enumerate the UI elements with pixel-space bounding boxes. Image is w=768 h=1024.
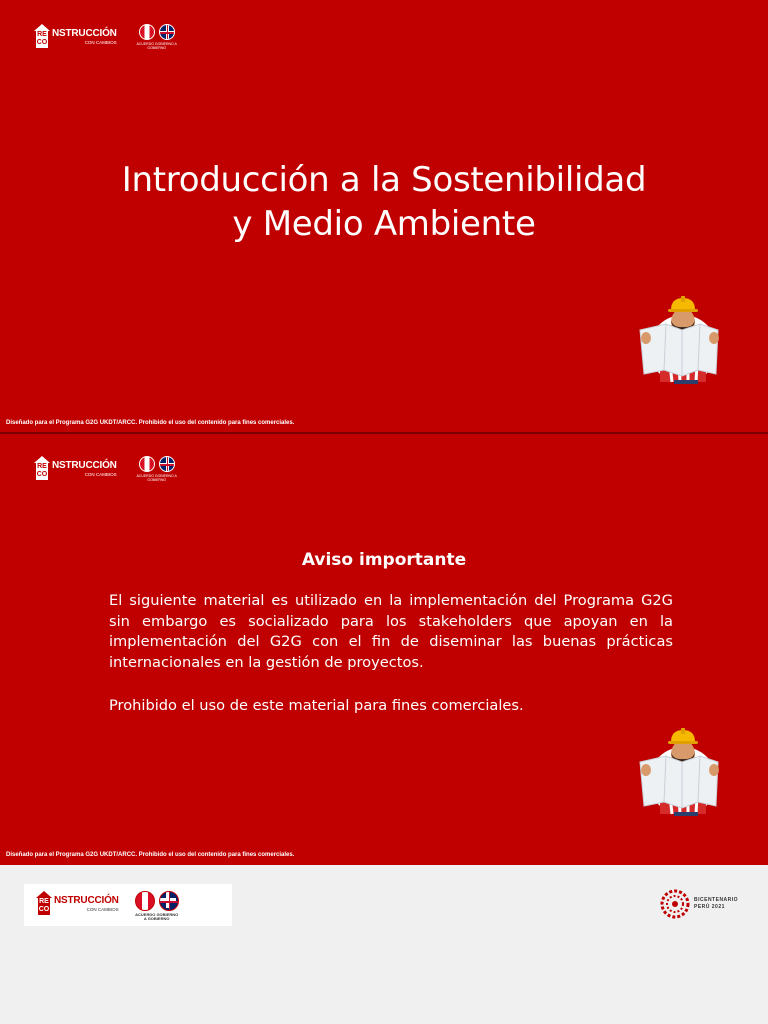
flags-caption: ACUERDO GOBIERNO A GOBIERNO xyxy=(136,42,177,50)
slide-title xyxy=(84,158,684,246)
bicentenario-logo xyxy=(660,889,738,919)
uk-flag-icon xyxy=(159,24,175,40)
g2g-flags xyxy=(133,891,181,921)
title-line-1: Introducción a la Sostenibilidad xyxy=(121,160,647,200)
notice-paragraph: El siguiente material es utilizado en la implementación del Programa G2G sin embargo es socializado para los stakeholders que apoyan en la implementación del G2G con el fin de diseminar las buenas prácticas internacionales en la gestión de proyectos. xyxy=(109,592,673,671)
closing-slide xyxy=(0,865,768,1024)
house-logo-icon: RE CO xyxy=(36,891,52,915)
uk-flag-icon xyxy=(159,891,179,911)
notice-heading: Aviso importante xyxy=(301,550,467,570)
footer-disclaimer: Diseñado para el Programa G2G UKDT/ARCC. Prohibido el uso del contenido para fines comerciales. xyxy=(6,420,295,426)
bicentenario-year: PERÚ 2021 xyxy=(694,904,725,910)
peru-flag-icon xyxy=(135,891,155,911)
reconstruccion-logo xyxy=(34,456,181,482)
construction-worker-illustration xyxy=(638,726,722,818)
reconstruccion-logo xyxy=(34,24,181,50)
bicentenario-seal-icon xyxy=(660,889,690,919)
logo-subtitle: CON CAMBIOS xyxy=(84,40,117,45)
notice-slide xyxy=(0,434,768,865)
footer-disclaimer: Diseñado para el Programa G2G UKDT/ARCC. Prohibido el uso del contenido para fines comerciales. xyxy=(6,852,295,858)
logo-subtitle: CON CAMBIOS xyxy=(86,907,119,912)
logo-wordmark: NSTRUCCIÓN xyxy=(54,895,119,906)
flags-caption: ACUERDO GOBIERNO A GOBIERNO xyxy=(136,474,177,482)
peru-flag-icon xyxy=(139,456,155,472)
g2g-flags xyxy=(133,24,181,50)
construction-worker-illustration xyxy=(638,294,722,386)
logo-wordmark: NSTRUCCIÓN xyxy=(52,460,117,471)
flags-caption: ACUERDO GOBIERNO A GOBIERNO xyxy=(135,912,179,921)
house-logo-icon: RE CO xyxy=(34,456,50,480)
house-logo-icon: RE CO xyxy=(34,24,50,48)
g2g-flags xyxy=(133,456,181,482)
bicentenario-title: BICENTENARIO xyxy=(694,897,739,903)
uk-flag-icon xyxy=(159,456,175,472)
logo-wordmark: NSTRUCCIÓN xyxy=(52,28,117,39)
title-line-2: y Medio Ambiente xyxy=(232,204,536,244)
logo-subtitle: CON CAMBIOS xyxy=(84,472,117,477)
peru-flag-icon xyxy=(139,24,155,40)
reconstruccion-logo xyxy=(36,891,181,921)
title-slide xyxy=(0,0,768,432)
notice-prohibition: Prohibido el uso de este material para fines comerciales. xyxy=(109,697,524,714)
